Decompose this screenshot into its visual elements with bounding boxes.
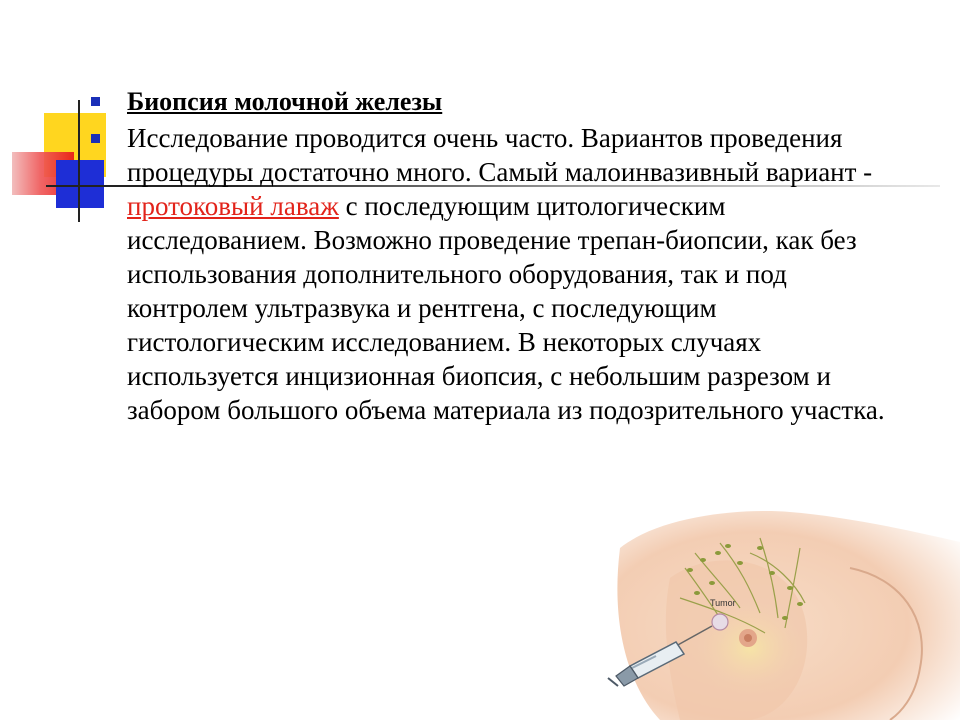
square-bullet-icon (91, 134, 100, 143)
tumor-label: Tumor (710, 598, 736, 608)
gland-area (690, 598, 810, 698)
bullet-item-title (88, 84, 898, 119)
body-text-end: с последующим цитологическим исследованием. Возможно проведение трепан-биопсии, как без использования дополнительного оборудования, так и под контролем ультразвука и рентгена, с последующим гистологическим исследованием. В некоторых случаях используется инцизионная биопсия, с небольшим разрезом и забором большого объема материала из подозрительного участка. (127, 191, 885, 425)
slide-content (88, 84, 898, 427)
ductal-lavage-link[interactable]: протоковый лаваж (127, 191, 339, 221)
decor-vertical-line (78, 100, 80, 222)
square-bullet-icon (91, 97, 100, 106)
tumor-mass (712, 614, 728, 630)
body-text-start: Исследование проводится очень часто. Вариантов проведения процедуры достаточно много. Самый малоинвазивный вариант - (127, 123, 873, 187)
slide-title: Биопсия молочной железы (127, 87, 443, 116)
bullet-item-body (88, 121, 898, 427)
breast-biopsy-illustration (600, 508, 960, 720)
